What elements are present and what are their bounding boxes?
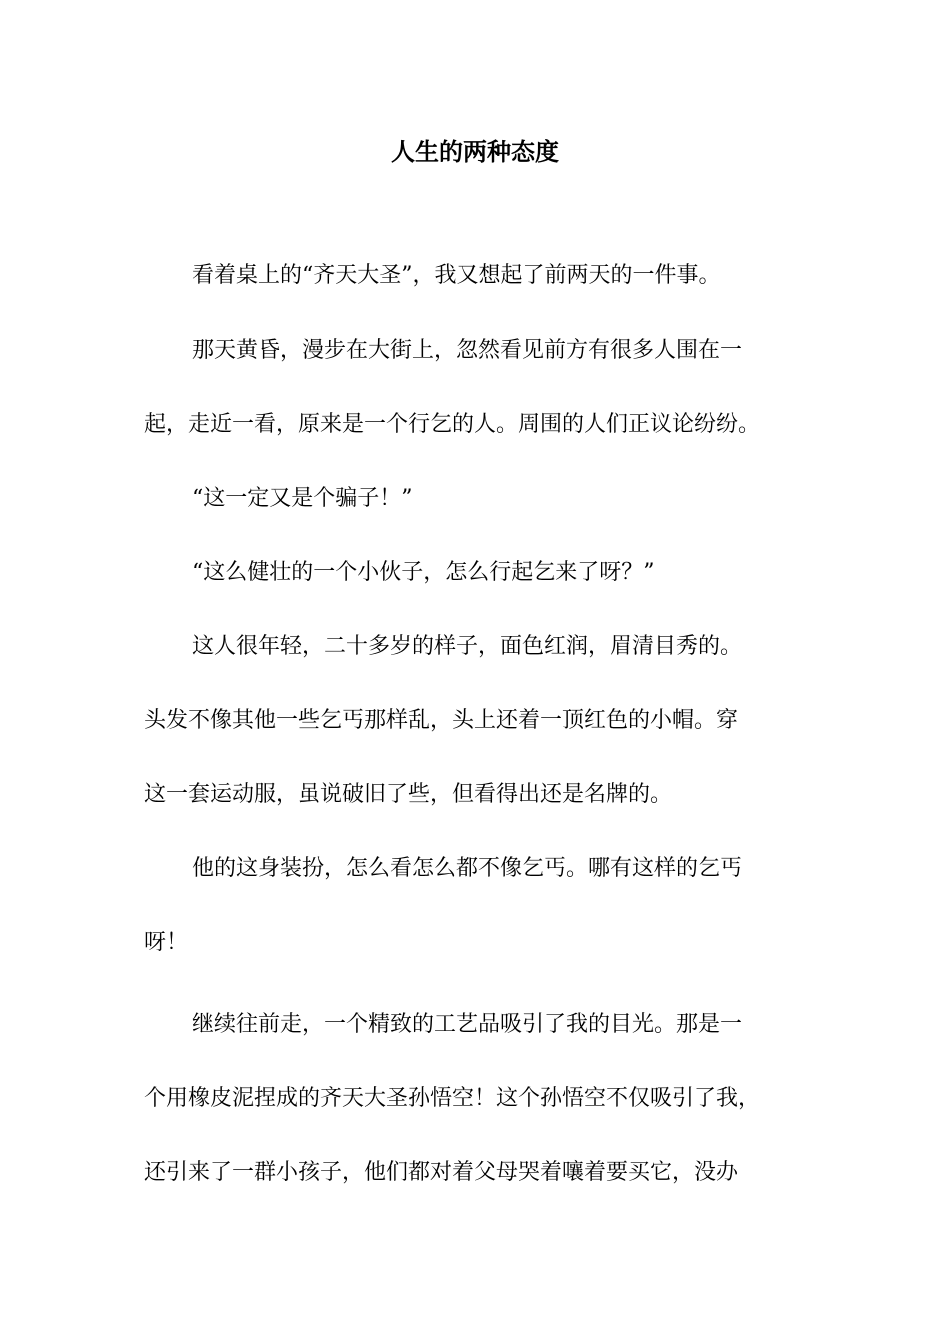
body-line: 还引来了一群小孩子，他们都对着父母哭着嚷着要买它，没办 [144, 1160, 739, 1185]
body-line: 看着桌上的“齐天大圣”，我又想起了前两天的一件事。 [192, 263, 721, 288]
body-line: 呀！ [144, 930, 189, 955]
body-line: 头发不像其他一些乞丐那样乱，头上还着一顶红色的小帽。穿 [144, 708, 739, 733]
body-line: “这一定又是个骗子！” [192, 486, 413, 511]
body-line: 他的这身装扮，怎么看怎么都不像乞丐。哪有这样的乞丐 [192, 856, 743, 881]
body-line: 这一套运动服，虽说破旧了些，但看得出还是名牌的。 [144, 782, 673, 807]
body-line: 起，走近一看，原来是一个行乞的人。周围的人们正议论纷纷。 [144, 412, 761, 437]
document-title: 人生的两种态度 [391, 137, 559, 166]
body-line: 那天黄昏，漫步在大街上，忽然看见前方有很多人围在一 [192, 338, 743, 363]
body-line: 个用橡皮泥捏成的齐天大圣孙悟空！这个孙悟空不仅吸引了我， [144, 1086, 761, 1111]
body-line: 继续往前走，一个精致的工艺品吸引了我的目光。那是一 [192, 1012, 743, 1037]
body-line: 这人很年轻，二十多岁的样子，面色红润，眉清目秀的。 [192, 634, 743, 659]
body-line: “这么健壮的一个小伙子，怎么行起乞来了呀？” [192, 560, 655, 585]
